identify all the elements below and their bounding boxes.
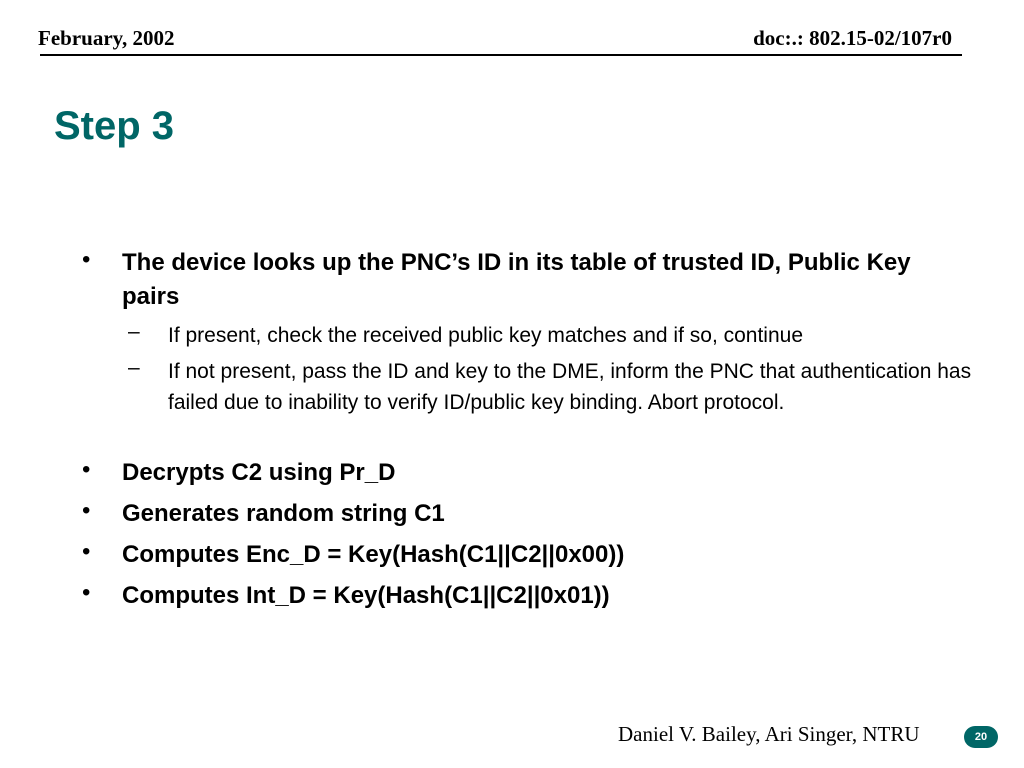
slide-title: Step 3: [54, 104, 175, 148]
sub-bullet-text: If present, check the received public key matches and if so, continue: [168, 324, 804, 347]
bullet-marker: •: [82, 538, 91, 565]
sub-bullet-marker: –: [128, 356, 140, 379]
page-number-badge: 20: [964, 726, 998, 748]
header-date: February, 2002: [38, 26, 175, 50]
bullet-marker: •: [82, 456, 91, 483]
bullet-text: The device looks up the PNC’s ID in its table of trusted ID, Public Key pairs: [122, 249, 911, 310]
bullet-marker: •: [82, 579, 91, 606]
sub-bullet-text: If not present, pass the ID and key to the DME, inform the PNC that authentication has failed due to inability to verify ID/public key binding. Abort protocol.: [168, 360, 972, 414]
bullet-text: Generates random string C1: [122, 500, 445, 527]
bullet-text: Computes Enc_D = Key(Hash(C1||C2||0x00)): [122, 541, 625, 568]
bullet-text: Computes Int_D = Key(Hash(C1||C2||0x01)): [122, 582, 610, 609]
footer-authors: Daniel V. Bailey, Ari Singer, NTRU: [618, 722, 920, 746]
sub-bullet-marker: –: [128, 320, 140, 343]
header-rule: [40, 54, 962, 56]
bullet-marker: •: [82, 246, 91, 273]
bullet-marker: •: [82, 497, 91, 524]
bullet-text: Decrypts C2 using Pr_D: [122, 459, 396, 486]
header-doc-id: doc:.: 802.15-02/107r0: [753, 26, 952, 50]
